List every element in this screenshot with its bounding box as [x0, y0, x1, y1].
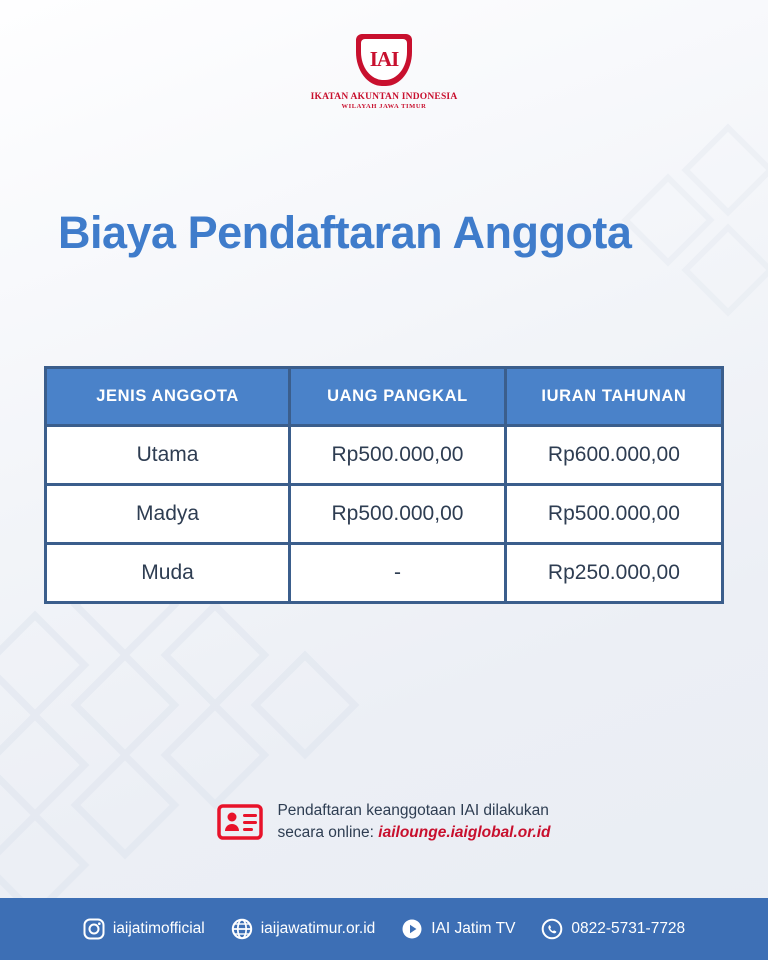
instagram-icon — [83, 918, 105, 940]
note-line-2-prefix: secara online: — [277, 824, 379, 842]
contact-website-label: iaijawatimur.or.id — [260, 920, 376, 937]
table-cell-initial-fee: Rp500.000,00 — [290, 485, 506, 544]
globe-icon — [231, 918, 253, 940]
table-cell-member-type: Utama — [47, 426, 290, 485]
contact-instagram-label: iaijatimofficial — [112, 920, 205, 937]
table-cell-initial-fee: Rp500.000,00 — [290, 426, 506, 485]
logo-region-name: WILAYAH JAWA TIMUR — [341, 103, 427, 110]
table-cell-member-type: Muda — [47, 544, 290, 602]
contact-bar — [0, 898, 768, 960]
registration-note-text — [277, 800, 550, 845]
table-header-cell: UANG PANGKAL — [290, 369, 506, 426]
page-title: Biaya Pendaftaran Anggota — [58, 207, 632, 258]
table-header-cell: IURAN TAHUNAN — [505, 369, 721, 426]
table-cell-member-type: Madya — [47, 485, 290, 544]
iai-logo — [0, 34, 768, 110]
table-cell-annual-fee: Rp250.000,00 — [505, 544, 721, 602]
contact-website[interactable] — [231, 918, 376, 940]
contact-whatsapp[interactable] — [541, 918, 685, 940]
contact-youtube[interactable] — [401, 918, 515, 940]
table-cell-annual-fee: Rp500.000,00 — [505, 485, 721, 544]
whatsapp-icon — [541, 918, 563, 940]
contact-instagram[interactable] — [83, 918, 205, 940]
table-row — [47, 426, 721, 485]
contact-whatsapp-label: 0822-5731-7728 — [571, 920, 686, 937]
note-line-1: Pendaftaran keanggotaan IAI dilakukan — [277, 802, 549, 819]
table-row — [47, 485, 721, 544]
registration-note — [0, 800, 768, 845]
logo-monogram: IAI — [369, 47, 399, 71]
logo-organization-name: IKATAN AKUNTAN INDONESIA — [310, 92, 458, 102]
table-row — [47, 544, 721, 602]
table-cell-initial-fee: - — [290, 544, 506, 602]
contact-youtube-label: IAI Jatim TV — [431, 920, 516, 937]
id-card-icon — [217, 803, 263, 841]
table-header-row — [47, 369, 721, 426]
table-cell-annual-fee: Rp600.000,00 — [505, 426, 721, 485]
registration-link[interactable]: iailounge.iaiglobal.or.id — [378, 824, 551, 842]
fees-table — [44, 366, 724, 604]
youtube-icon — [401, 918, 423, 940]
note-line-2 — [277, 822, 550, 844]
iai-shield-icon — [356, 34, 412, 86]
table-header-cell: JENIS ANGGOTA — [47, 369, 290, 426]
